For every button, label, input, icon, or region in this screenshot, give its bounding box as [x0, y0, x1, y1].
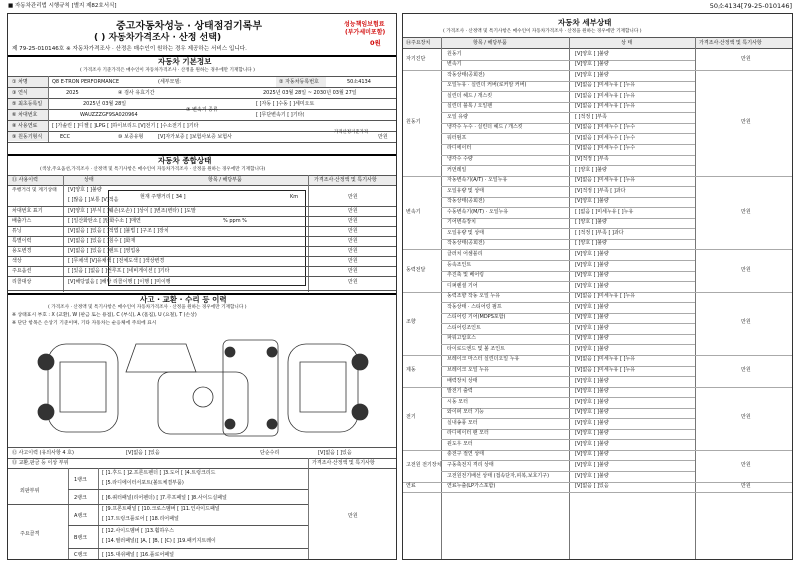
- detail-item: 스티어링 기어(MDPS포함): [447, 314, 506, 321]
- vin-marking-label: 차대번호 표기: [12, 208, 43, 214]
- detail-item: 오일 유량: [447, 113, 468, 120]
- emission-price: 만원: [348, 218, 358, 224]
- detail-col-state: 상 태: [621, 40, 633, 46]
- detail-item: 구동축전지 격리 상태: [447, 461, 494, 468]
- detail-group-label: 전기: [406, 414, 416, 421]
- price-basis-label: 가격산정기준가격: [334, 130, 368, 135]
- detail-item: 작동상태(공회전): [447, 198, 485, 205]
- exchange-label: ⑬ 교환,판금 등 이상 부위: [12, 460, 69, 466]
- detail-state: [ ]없음 [ ]미세누유 [ ]누유: [575, 208, 634, 215]
- detail-item: 냉각수 누수 · 실린더 헤드 / 개스킷: [447, 124, 523, 131]
- detail-state: [V]없음 [ ]미세누유 [ ]누유: [575, 177, 636, 184]
- detail-state: [V]없음 [ ]미세누수 [ ]누수: [575, 124, 636, 131]
- transmission-options-b: [ ]무단변속기 [ ]기타(: [256, 112, 305, 118]
- detail-state: [V]양호 [ ]불량: [575, 261, 609, 268]
- inspection-validity-value: 2025년 03월 28일 ~ 2030년 03월 27일: [263, 90, 357, 96]
- detail-item: 와이퍼 모터 기능: [447, 409, 484, 416]
- summary-note: (색상,주요옵션,가격조사 · 산정액 및 특기사항은 매수인이 자동차가격조사 · 산정을 원하는 경우에만 기재합니다): [40, 167, 266, 172]
- summary-col-item: 항목 / 해당부품: [208, 177, 242, 183]
- detail-state: [V]없음 [ ]미세누수 [ ]누수: [575, 134, 636, 141]
- detail-item: 윈도우 모터: [447, 440, 473, 447]
- tuning-price: 만원: [348, 228, 358, 234]
- detail-item: 오일유량 및 상태: [447, 229, 484, 236]
- detail-group-price: 만원: [741, 366, 751, 373]
- detail-item: 라디에이터 팬 모터: [447, 430, 489, 437]
- detail-state: [V]없음 [ ]있음: [575, 483, 609, 490]
- detail-item: 배력장치 상태: [447, 377, 478, 384]
- accident-note: ( 가격조사 · 산정액 및 특기사항은 매수인이 자동차가격조사 · 산정을 원하는 경우에만 기재합니다 ): [48, 305, 247, 310]
- detail-item: 커먼레일: [447, 166, 467, 173]
- detail-state: [V]양호 [ ]불량: [575, 440, 609, 447]
- detail-col-device: ⑭주요장치: [406, 40, 431, 46]
- main-frame-label: 주요골격: [20, 531, 40, 537]
- form-number: ■ 자동차관리법 시행규칙 [별지 제82호서식]: [8, 3, 117, 9]
- detail-state: [V]양호 [ ]불량: [575, 461, 609, 468]
- color-state: [ ]무채색 [V]유채색 [ ]전체도색 [ ]색상변경: [68, 258, 165, 264]
- detail-group-price: 만원: [741, 208, 751, 215]
- vin-value: WAUZZZGF9SA020964: [80, 112, 138, 118]
- detail-state: [V]양호 [ ]불량: [575, 451, 609, 458]
- recall-label: 리콜대상: [12, 279, 32, 285]
- detail-item: 작동상태(공회전): [447, 240, 485, 247]
- detail-item: 오일누유 · 실린더 커버(로커암 커버): [447, 82, 527, 89]
- color-price: 만원: [348, 258, 358, 264]
- exchange-price: 만원: [348, 513, 358, 519]
- basic-info-note: ( 가격조사 기준가격은 매수인이 자동차가격조사 · 산정을 원하는 경우에만 기재합니다 ): [80, 68, 255, 73]
- detail-item: 파워고압호스: [447, 335, 476, 342]
- detail-state: [V]적정 [ ]부족 [ ]과다: [575, 187, 626, 194]
- odometer-unit: Km: [290, 194, 299, 200]
- detail-state: [V]양호 [ ]불량: [575, 409, 609, 416]
- detail-state: [V]양호 [ ]불량: [575, 71, 609, 78]
- detail-state: [ ]적정 [ ]부족: [575, 113, 607, 120]
- detail-group-price: 만원: [741, 482, 751, 489]
- recall-price: 만원: [348, 279, 358, 285]
- brank-label: B랭크: [74, 535, 88, 541]
- summary-col-usage: ⑪ 사용이력: [12, 177, 38, 183]
- detail-state: [ ]양호 [ ]불량: [575, 219, 607, 226]
- use-change-label: 용도변경: [12, 248, 32, 254]
- detail-item: 클러치 어셈블리: [447, 250, 483, 257]
- inspection-record-left: [7, 13, 397, 560]
- transmission-options-a: [ ]자동 [ ]수동 [ ]세미오토: [256, 101, 315, 107]
- year-label: ③ 연식: [12, 90, 28, 96]
- emission-label: 배출가스: [12, 218, 32, 224]
- first-registration-value: 2025년 03월 28일: [83, 101, 127, 107]
- odometer-label: 주행거리 및 계기상태: [12, 188, 57, 193]
- options-state: [ ]있음 [ ]없음 [ ]썬루프 [ ]네비게이션 [ ]기타: [68, 268, 170, 274]
- vat-label: (부가세미포함): [345, 29, 386, 36]
- rank1-parts-b: [ ]5.라디에이터서포트(볼트체결부품): [102, 480, 184, 486]
- crank-parts: [ ]15.대쉬패널 [ ]16.플로어패널: [102, 552, 174, 558]
- detail-state: [V]양호 [ ]불량: [575, 377, 609, 384]
- detail-state: [V]양호 [ ]불량: [575, 250, 609, 257]
- inspection-validity-label: ④ 검사 유효기간: [118, 90, 155, 96]
- detail-item: 추진축 및 베어링: [447, 272, 484, 279]
- tuning-state: [V]없음 [ ]있음 [ ]적법 [ ]불법 [ ]구조 [ ]장치: [68, 228, 169, 234]
- outer-panel-label: 외판부위: [20, 488, 40, 494]
- detail-item: 브레이크 마스터 실린더오일 누유: [447, 356, 520, 363]
- detail-group-price: 만원: [741, 414, 751, 421]
- document-title: 중고자동차성능 · 상태점검기록부: [116, 21, 263, 32]
- detail-item: 자동변속기(A/T) · 오일누유: [447, 177, 508, 184]
- detail-group-label: 조향: [406, 319, 416, 326]
- detail-state: [V]양호 [ ]불량: [575, 198, 609, 205]
- liability-insurance-label: 성능책임보험료: [344, 21, 385, 28]
- fuel-options: [ ]가솔린 [ ]디젤 [ ]LPG [ ]하이브리드 [V]전기 [ ]수소전기 [ ]기타: [52, 123, 199, 129]
- detail-group-price: 만원: [741, 461, 751, 468]
- detail-state: [V]없음 [ ]미세누유 [ ]누유: [575, 92, 636, 99]
- detail-item: 워터펌프: [447, 134, 467, 141]
- detail-state: [V]양호 [ ]불량: [575, 61, 609, 68]
- detail-state: [V]양호 [ ]불량: [575, 272, 609, 279]
- detail-state: [V]없음 [ ]미세누유 [ ]누유: [575, 293, 636, 300]
- detail-note: ( 가격조사 · 산정액 및 특기사항은 매수인이 자동차가격조사 · 산정을 원하는 경우에만 기재합니다 ): [443, 29, 642, 34]
- fuel-label: ⑧ 사용연료: [12, 123, 38, 129]
- detail-item: 시동 모터: [447, 398, 468, 405]
- detail-state: [V]양호 [ ]불량: [575, 50, 609, 57]
- detail-item: 기어변속장치: [447, 219, 476, 226]
- vin-label: ⑥ 차대번호: [12, 112, 38, 118]
- accident-history-label: ⑫ 사고이력 (유의사항 4 호): [12, 450, 74, 456]
- rank1-parts-a: [ ]1.후드 [ ]2.프론트펜더 [ ]3.도어 [ ]4.트렁크리드: [102, 470, 216, 476]
- detail-item: 냉각수 수량: [447, 156, 473, 162]
- model-label: ① 차명: [12, 79, 28, 85]
- arank-parts-a: [ ]9.프론트패널 [ ]10.크로스멤버 [ ]11.인사이드패널: [102, 506, 220, 512]
- detail-state: [V]없음 [ ]미세누유 [ ]누유: [575, 356, 636, 363]
- detail-item: 등속조인트: [447, 261, 472, 268]
- brank-parts-a: [ ]12.사이드멤버 [ ]13.휠하우스: [102, 528, 174, 534]
- emission-state: [ ]일산화탄소 [ ]탄화수소 [ ]매연: [68, 218, 141, 224]
- summary-col-price: 가격조사·산정액 및 특기사항: [314, 177, 377, 183]
- rank2-label: 2랭크: [74, 495, 87, 501]
- special-history-price: 만원: [348, 238, 358, 244]
- vehicle-diagram: [8, 332, 397, 444]
- year-value: 2025: [66, 90, 79, 96]
- accident-legend: ※ 상태표시 부호 : X (교환), W (판금 또는 용접), C (부식), A (흠집), U (요철), T (손상): [12, 313, 197, 318]
- price-basis-unit: 만원: [378, 134, 388, 140]
- detail-group-label: 고전원 전기장치: [406, 461, 442, 468]
- document-subtitle: ( ) 자동차가격조사 · 산정 선택): [94, 33, 222, 43]
- detail-item: 고전원전기배선 상태 (접속단자,피복,보호기구): [447, 472, 550, 479]
- emission-item: % ppm %: [223, 218, 247, 224]
- detail-state: [ ]양호 [ ]불량: [575, 166, 607, 173]
- detail-state: [V]양호 [ ]불량: [575, 314, 609, 321]
- detail-state: [V]없음 [ ]미세누유 [ ]누유: [575, 103, 636, 110]
- detail-item: 디퍼렌셜 기어: [447, 282, 478, 289]
- detail-state: [V]양호 [ ]불량: [575, 282, 609, 289]
- plate-label: ② 자동차등록번호: [279, 79, 319, 85]
- vin-marking-state: [V]양호 [ ]부식 [ ]훼손(오손) [ ]상이 [ ]변조(변타) [ ]도말: [68, 208, 196, 214]
- detail-item: 라디에이터: [447, 145, 472, 152]
- detail-state: [V]양호 [ ]불량: [575, 303, 609, 310]
- simple-repair-label: 단순수리: [260, 450, 280, 456]
- detail-state: [V]양호 [ ]불량: [575, 472, 609, 479]
- crank-label: C랭크: [74, 552, 88, 558]
- engine-type-value: ECC: [60, 134, 71, 140]
- warranty-type-options: [V]자가보증 [ ]보험사보증 보험사: [158, 134, 232, 140]
- summary-col-state: 상태: [84, 177, 94, 183]
- special-history-label: 특별이력: [12, 238, 32, 244]
- detail-state: [V]양호 [ ]불량: [575, 388, 609, 395]
- detail-group-price: 만원: [741, 266, 751, 273]
- arank-label: A랭크: [74, 513, 88, 519]
- tuning-label: 튜닝: [12, 228, 22, 234]
- document-number: 제 79-25-010146호 ※ 자동차가격조사 · 산정은 매수인이 원하는 경우 제공하는 서비스 입니다.: [12, 46, 247, 52]
- simple-repair-state: [V]없음 [ ]있음: [318, 450, 352, 456]
- warranty-type-label: ⑩ 보증유형: [118, 134, 144, 140]
- engine-type-label: ⑨ 원동기형식: [12, 134, 43, 140]
- recall-state: [V]해당없음 [ ]해당 리콜이행 [ ]이행 [ ]미이행: [68, 279, 171, 285]
- summary-heading: 자동차 종합상태: [158, 156, 212, 165]
- record-id: 50소4134[79-25-010146]: [709, 2, 792, 10]
- detail-status-right: [402, 13, 793, 560]
- model-detail-label: (세부모델:: [158, 79, 181, 85]
- model-value: Q8 E-TRON PERFORMANCE: [52, 79, 120, 85]
- detail-state: [V]양호 [ ]불량: [575, 324, 609, 331]
- detail-group-label: 자기진단: [406, 55, 426, 62]
- detail-group-label: 원동기: [406, 118, 421, 125]
- detail-item: 실내송풍 모터: [447, 419, 478, 426]
- detail-item: 타이로드엔드 및 볼 조인트: [447, 345, 505, 352]
- use-change-state: [V]없음 [ ]있음 [ ]렌트 [ ]영업용: [68, 248, 141, 254]
- special-history-state: [V]없음 [ ]있음 [ ]침수 [ ]화재: [68, 238, 136, 244]
- detail-item: 원동기: [447, 50, 462, 57]
- insurance-price: 0원: [370, 39, 381, 47]
- detail-item: 충전구 절연 상태: [447, 451, 484, 458]
- exchange-price-header: 가격조사·산정액 및 특기사항: [312, 460, 375, 466]
- transmission-label: ⑦ 변속기 종류: [186, 107, 218, 113]
- basic-info-heading: 자동차 기본정보: [158, 57, 212, 66]
- detail-item: 실린더 블록 / 오일팬: [447, 103, 493, 110]
- odometer-state: [V]양호 [ ]불량: [68, 187, 102, 193]
- use-change-price: 만원: [348, 248, 358, 254]
- detail-col-price: 가격조사·산정액 및 특기사항: [699, 40, 762, 46]
- color-label: 색상: [12, 258, 22, 264]
- detail-state: [ ]적정 [ ]부족 [ ]과다: [575, 229, 624, 236]
- detail-group-label: 연료: [406, 482, 416, 489]
- detail-group-price: 만원: [741, 319, 751, 326]
- accident-legend-2: ※ 단단 항목은 손상기 기준이며, 기타 자동차는 순응체에 주의에 표시: [12, 321, 157, 326]
- detail-state: [V]적정 [ ]부족: [575, 156, 609, 162]
- mileage-state: [ ]많음 [ ]보통 [V]적음: [68, 197, 119, 203]
- odometer-item: 현재 주행거리 [ 34 ]: [140, 194, 186, 200]
- detail-group-label: 제동: [406, 366, 416, 373]
- first-registration-label: ⑤ 최초등록일: [12, 101, 43, 107]
- options-price: 만원: [348, 268, 358, 274]
- options-label: 주요옵션: [12, 268, 32, 274]
- detail-state: [V]양호 [ ]불량: [575, 345, 609, 352]
- accident-heading: 사고 · 교환 · 수리 등 이력: [140, 295, 227, 304]
- detail-state: [V]양호 [ ]불량: [575, 430, 609, 437]
- detail-state: [ ]양호 [ ]불량: [575, 240, 607, 247]
- detail-item: 작동상태(공회전): [447, 71, 485, 78]
- detail-item: 변속기: [447, 61, 462, 68]
- detail-item: 발전기 출력: [447, 388, 473, 395]
- rank2-parts: [ ]6.쿼터패널(리어펜더) [ ]7.루프패널 [ ]8.사이드실패널: [102, 495, 227, 501]
- detail-state: [V]양호 [ ]불량: [575, 398, 609, 405]
- detail-group-price: 만원: [741, 55, 751, 62]
- detail-item: 브레이크 오일 누유: [447, 367, 489, 373]
- detail-item: 스티어링조인트: [447, 324, 481, 331]
- detail-col-item: 항목 / 해당부품: [473, 40, 507, 46]
- detail-group-label: 변속기: [406, 208, 421, 215]
- detail-state: [V]없음 [ ]미세누유 [ ]누유: [575, 367, 636, 373]
- detail-item: 실린더 헤드 / 개스킷: [447, 92, 493, 99]
- vin-marking-price: 만원: [348, 208, 358, 214]
- brank-parts-b: [ ]14.필러패널([ ]A, [ ]B, [ ]C) [ ]19.패키지트레이: [102, 538, 216, 544]
- detail-item: 동력조향 작동 오일 누유: [447, 293, 501, 300]
- detail-title: 자동차 세부상태: [558, 18, 612, 27]
- arank-parts-b: [ ]17.트렁크플로어 [ ]18.리어패널: [102, 516, 179, 522]
- detail-group-price: 만원: [741, 118, 751, 125]
- detail-state: [V]없음 [ ]미세누유 [ ]누유: [575, 82, 636, 89]
- detail-state: [V]양호 [ ]불량: [575, 335, 609, 342]
- detail-item: 수동변속기(M/T) · 오일누유: [447, 208, 509, 215]
- accident-history-state: [V]없음 [ ]있음: [126, 450, 160, 456]
- rank1-label: 1랭크: [74, 477, 87, 483]
- plate-value: 50소4134: [347, 79, 371, 85]
- detail-item: 작동상태 · 스티어링 펌프: [447, 303, 502, 310]
- detail-item: 연료누출(LP가스포함): [447, 483, 496, 490]
- odometer-price: 만원: [348, 194, 358, 200]
- detail-item: 오일유량 및 상태: [447, 187, 484, 194]
- detail-state: [V]양호 [ ]불량: [575, 419, 609, 426]
- detail-group-label: 동력전달: [406, 266, 426, 273]
- detail-state: [V]없음 [ ]미세누수 [ ]누수: [575, 145, 636, 152]
